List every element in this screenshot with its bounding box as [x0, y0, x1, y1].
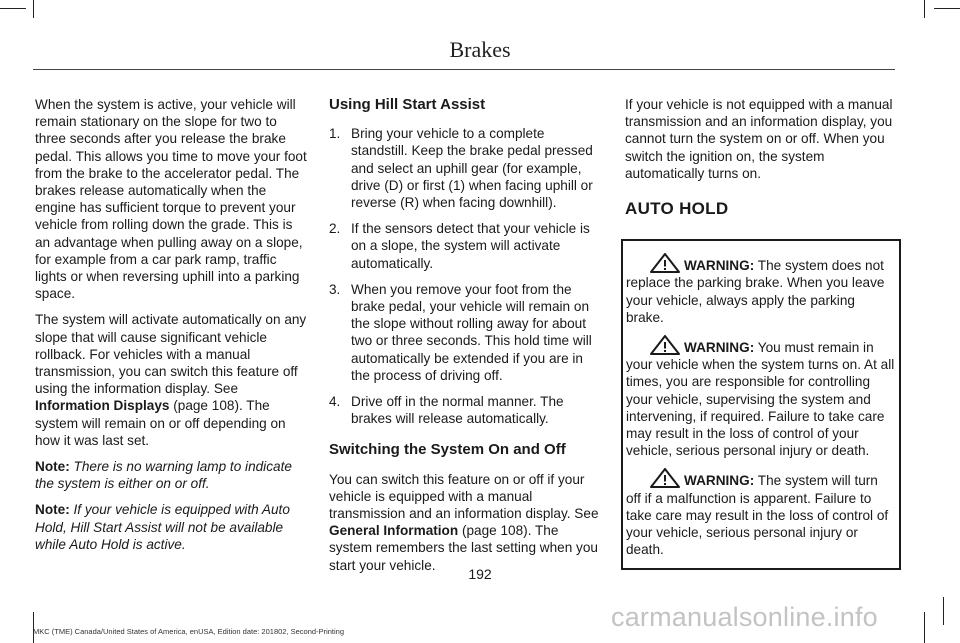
step-number: 1. [329, 126, 341, 142]
step-number: 3. [329, 281, 341, 297]
warning-triangle-icon [650, 253, 680, 273]
warning-label: WARNING: [684, 473, 755, 489]
crop-mark [924, 612, 925, 643]
warning-text: The system does not replace the parking brake. When you leave your vehicle, always apply the parking brake. [626, 258, 885, 325]
warning-triangle-icon [650, 468, 680, 488]
warning [626, 335, 896, 459]
list-item [329, 281, 601, 384]
step-text: If the sensors detect that your vehicle is on a slope, the system will activate automatically. [351, 221, 590, 271]
paragraph: If your vehicle is not equipped with a manual transmission and an information display, you cannot turn the system on or off. When you switch the ignition on, the system automatically turns on. [625, 97, 893, 181]
footer-edition-info: MKC (TME) Canada/United States of America, enUSA, Edition date: 201802, Second-Printing [33, 627, 344, 636]
list-item [329, 393, 601, 427]
section-heading: Using Hill Start Assist [329, 96, 486, 113]
step-text: Bring your vehicle to a complete standstill. Keep the brake pedal pressed and select an uphill gear (for example, drive (D) or first (1) when facing uphill or reverse (R) when facing downhill). [351, 126, 593, 211]
text: The system will activate automatically on any slope that will cause significant vehicle rollback. For vehicles with a manual transmission, you can switch this feature off using the information display. See [35, 312, 307, 397]
crop-mark [33, 0, 34, 18]
section-heading-auto-hold: AUTO HOLD [625, 199, 729, 219]
crop-mark [943, 597, 944, 625]
crop-mark [924, 0, 925, 18]
text: You can switch this feature on or off if your vehicle is equipped with a manual transmission and an information display. See [329, 471, 599, 522]
page-header-title: Brakes [449, 37, 511, 62]
list-item [329, 125, 601, 211]
step-number: 4. [329, 394, 341, 410]
warning-label: WARNING: [684, 340, 755, 356]
column-left [35, 96, 307, 562]
text: (page 108). The system remembers the last setting when you start your vehicle. [329, 523, 598, 573]
cross-reference-link[interactable]: General Information [329, 523, 459, 539]
paragraph: When the system is active, your vehicle will remain stationary on the slope for two to three seconds after you release the brake pedal. This allows you time to move your foot from the brake to the accelerator pedal. The brakes release automatically when the engine has sufficient torque to prevent your vehicle from rolling down the grade. This is an advantage when pulling away on a slope, for example from a car park ramp, traffic lights or when reversing uphill into a parking space. [35, 97, 307, 302]
watermark: carmanualsonline.info [611, 602, 878, 632]
warning-triangle-icon [650, 335, 680, 355]
step-text: Drive off in the normal manner. The brakes will release automatically. [351, 394, 564, 427]
list-item [329, 220, 601, 272]
note [35, 501, 307, 553]
warning-text: The system will turn off if a malfunction is apparent. Failure to take care may result in the loss of control of your vehicle, serious personal injury or death. [626, 473, 889, 558]
column-middle [329, 96, 601, 583]
cross-reference-link[interactable]: Information Displays [35, 398, 170, 414]
warning [626, 253, 896, 326]
note [35, 458, 307, 492]
paragraph [329, 471, 601, 574]
header-rule [33, 69, 895, 70]
note-text: There is no warning lamp to indicate the system is either on or off. [35, 459, 292, 492]
step-text: When you remove your foot from the brake pedal, your vehicle will remain on the slope without rolling away for about two or three seconds. This hold time will automatically be extended if you are in the process of driving off. [351, 281, 592, 383]
warning-text: You must remain in your vehicle when the system turns on. At all times, you are responsible for controlling your vehicle, supervising the system and intervening, if required. Failure to take care may result in the loss of control of your vehicle, serious personal injury or death. [626, 340, 895, 459]
text: (page 108). The system will remain on or off depending on how it was last set. [35, 398, 286, 448]
warning-label: WARNING: [684, 258, 755, 274]
crop-mark [0, 8, 26, 9]
section-heading: Switching the System On and Off [329, 441, 566, 459]
note-label: Note: [35, 459, 70, 475]
warning [626, 468, 896, 558]
page-number: 192 [468, 566, 492, 582]
steps-list [329, 125, 601, 427]
note-text: If your vehicle is equipped with Auto Hold, Hill Start Assist will not be available while Auto Hold is active. [35, 502, 290, 552]
crop-mark [934, 8, 960, 9]
paragraph [35, 311, 307, 449]
warning-box [621, 239, 901, 570]
column-right [625, 96, 897, 570]
note-label: Note: [35, 502, 70, 518]
step-number: 2. [329, 221, 341, 237]
